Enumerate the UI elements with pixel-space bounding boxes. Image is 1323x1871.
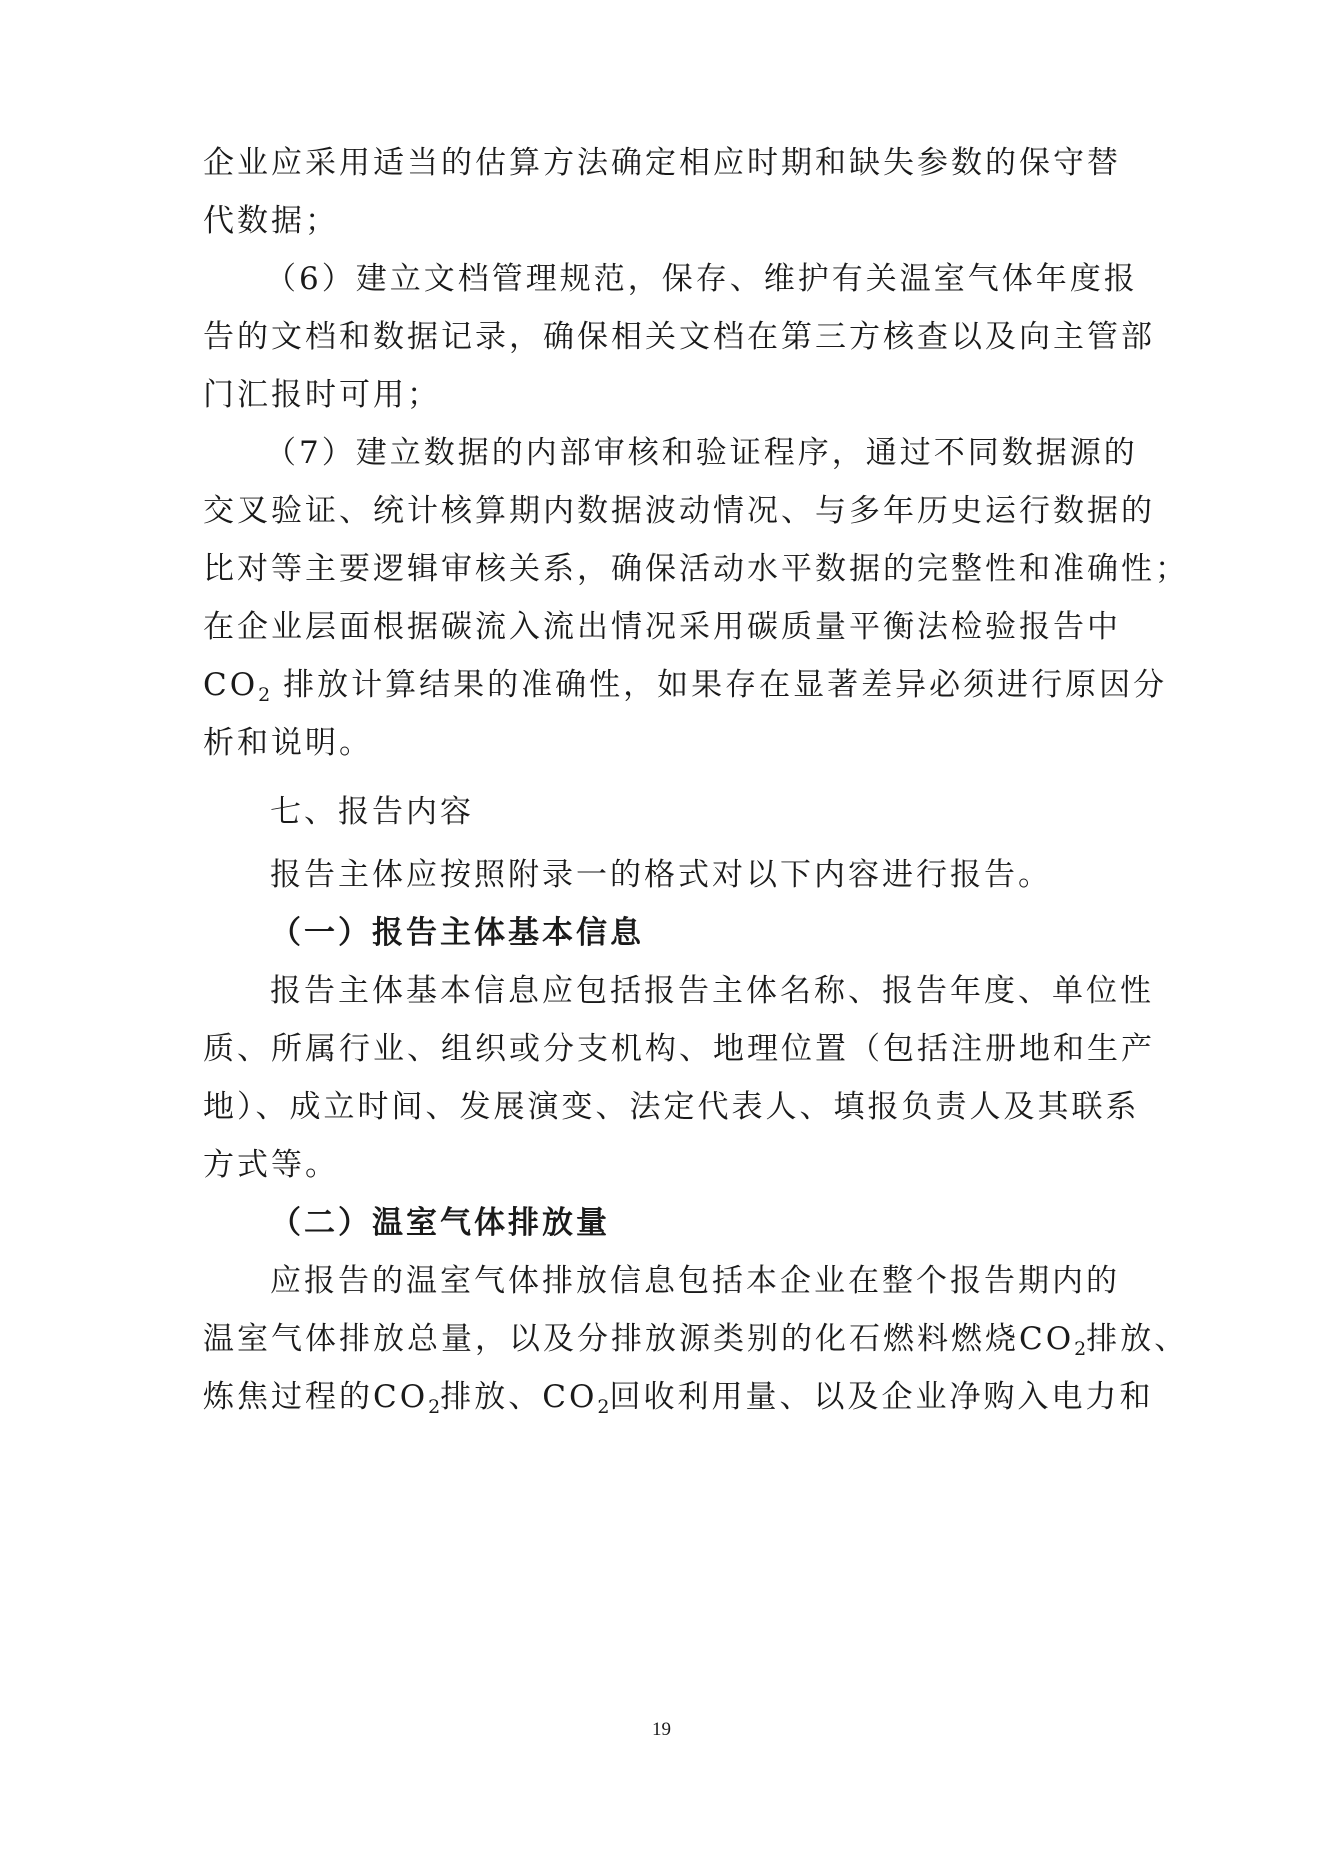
paragraph-line: 应报告的温室气体排放信息包括本企业在整个报告期内的 — [270, 1263, 1120, 1299]
paragraph-line: 交叉验证、统计核算期内数据波动情况、与多年历史运行数据的 — [203, 493, 1155, 529]
paragraph-line: 企业应采用适当的估算方法确定相应时期和缺失参数的保守替 — [203, 145, 1121, 181]
subsection-heading: （二）温室气体排放量 — [270, 1205, 610, 1241]
paragraph-line: （7）建立数据的内部审核和验证程序，通过不同数据源的 — [265, 435, 1138, 471]
paragraph-line: （6）建立文档管理规范，保存、维护有关温室气体年度报 — [265, 261, 1138, 297]
paragraph-text: 温室气体排放总量，以及分排放源类别的化石燃料燃烧 — [203, 1321, 1019, 1357]
paragraph-line: 报告主体应按照附录一的格式对以下内容进行报告。 — [270, 857, 1052, 893]
chemical-formula-subscript: 2 — [258, 684, 271, 706]
chemical-formula-subscript: 2 — [597, 1396, 610, 1418]
paragraph-line — [203, 1319, 1188, 1359]
paragraph-text: 回收利用量、以及企业净购入电力和 — [609, 1379, 1154, 1415]
paragraph-text: 排放、 — [1086, 1321, 1189, 1357]
paragraph-text: 排放计算结果的准确性，如果存在显著差异必须进行原因分 — [283, 667, 1168, 703]
paragraph-line — [203, 665, 1167, 705]
paragraph-line: 在企业层面根据碳流入流出情况采用碳质量平衡法检验报告中 — [203, 609, 1121, 645]
chemical-formula-co: CO — [373, 1379, 429, 1415]
paragraph-line — [203, 1377, 1153, 1417]
subsection-heading: （一）报告主体基本信息 — [270, 915, 644, 951]
chemical-formula-subscript: 2 — [1074, 1338, 1087, 1360]
paragraph-line: 地）、成立时间、发展演变、法定代表人、填报负责人及其联系 — [203, 1089, 1140, 1125]
paragraph-line: 质、所属行业、组织或分支机构、地理位置（包括注册地和生产 — [203, 1031, 1155, 1067]
page-number: 19 — [652, 1719, 671, 1740]
chemical-formula-co: CO — [542, 1379, 598, 1415]
section-heading: 七、报告内容 — [270, 794, 474, 830]
chemical-formula-subscript: 2 — [428, 1396, 441, 1418]
paragraph-text: 排放、 — [440, 1379, 543, 1415]
paragraph-line: 告的文档和数据记录，确保相关文档在第三方核查以及向主管部 — [203, 319, 1155, 355]
paragraph-text: 炼焦过程的 — [203, 1379, 373, 1415]
chemical-formula-co: CO — [1019, 1321, 1075, 1357]
paragraph-line: 代数据； — [203, 203, 339, 239]
paragraph-line: 报告主体基本信息应包括报告主体名称、报告年度、单位性 — [270, 973, 1154, 1009]
paragraph-line: 门汇报时可用； — [203, 377, 441, 413]
chemical-formula-co: CO — [203, 667, 259, 703]
paragraph-line: 析和说明。 — [203, 725, 373, 761]
paragraph-line: 方式等。 — [203, 1147, 339, 1183]
paragraph-line: 比对等主要逻辑审核关系，确保活动水平数据的完整性和准确性； — [203, 551, 1189, 587]
